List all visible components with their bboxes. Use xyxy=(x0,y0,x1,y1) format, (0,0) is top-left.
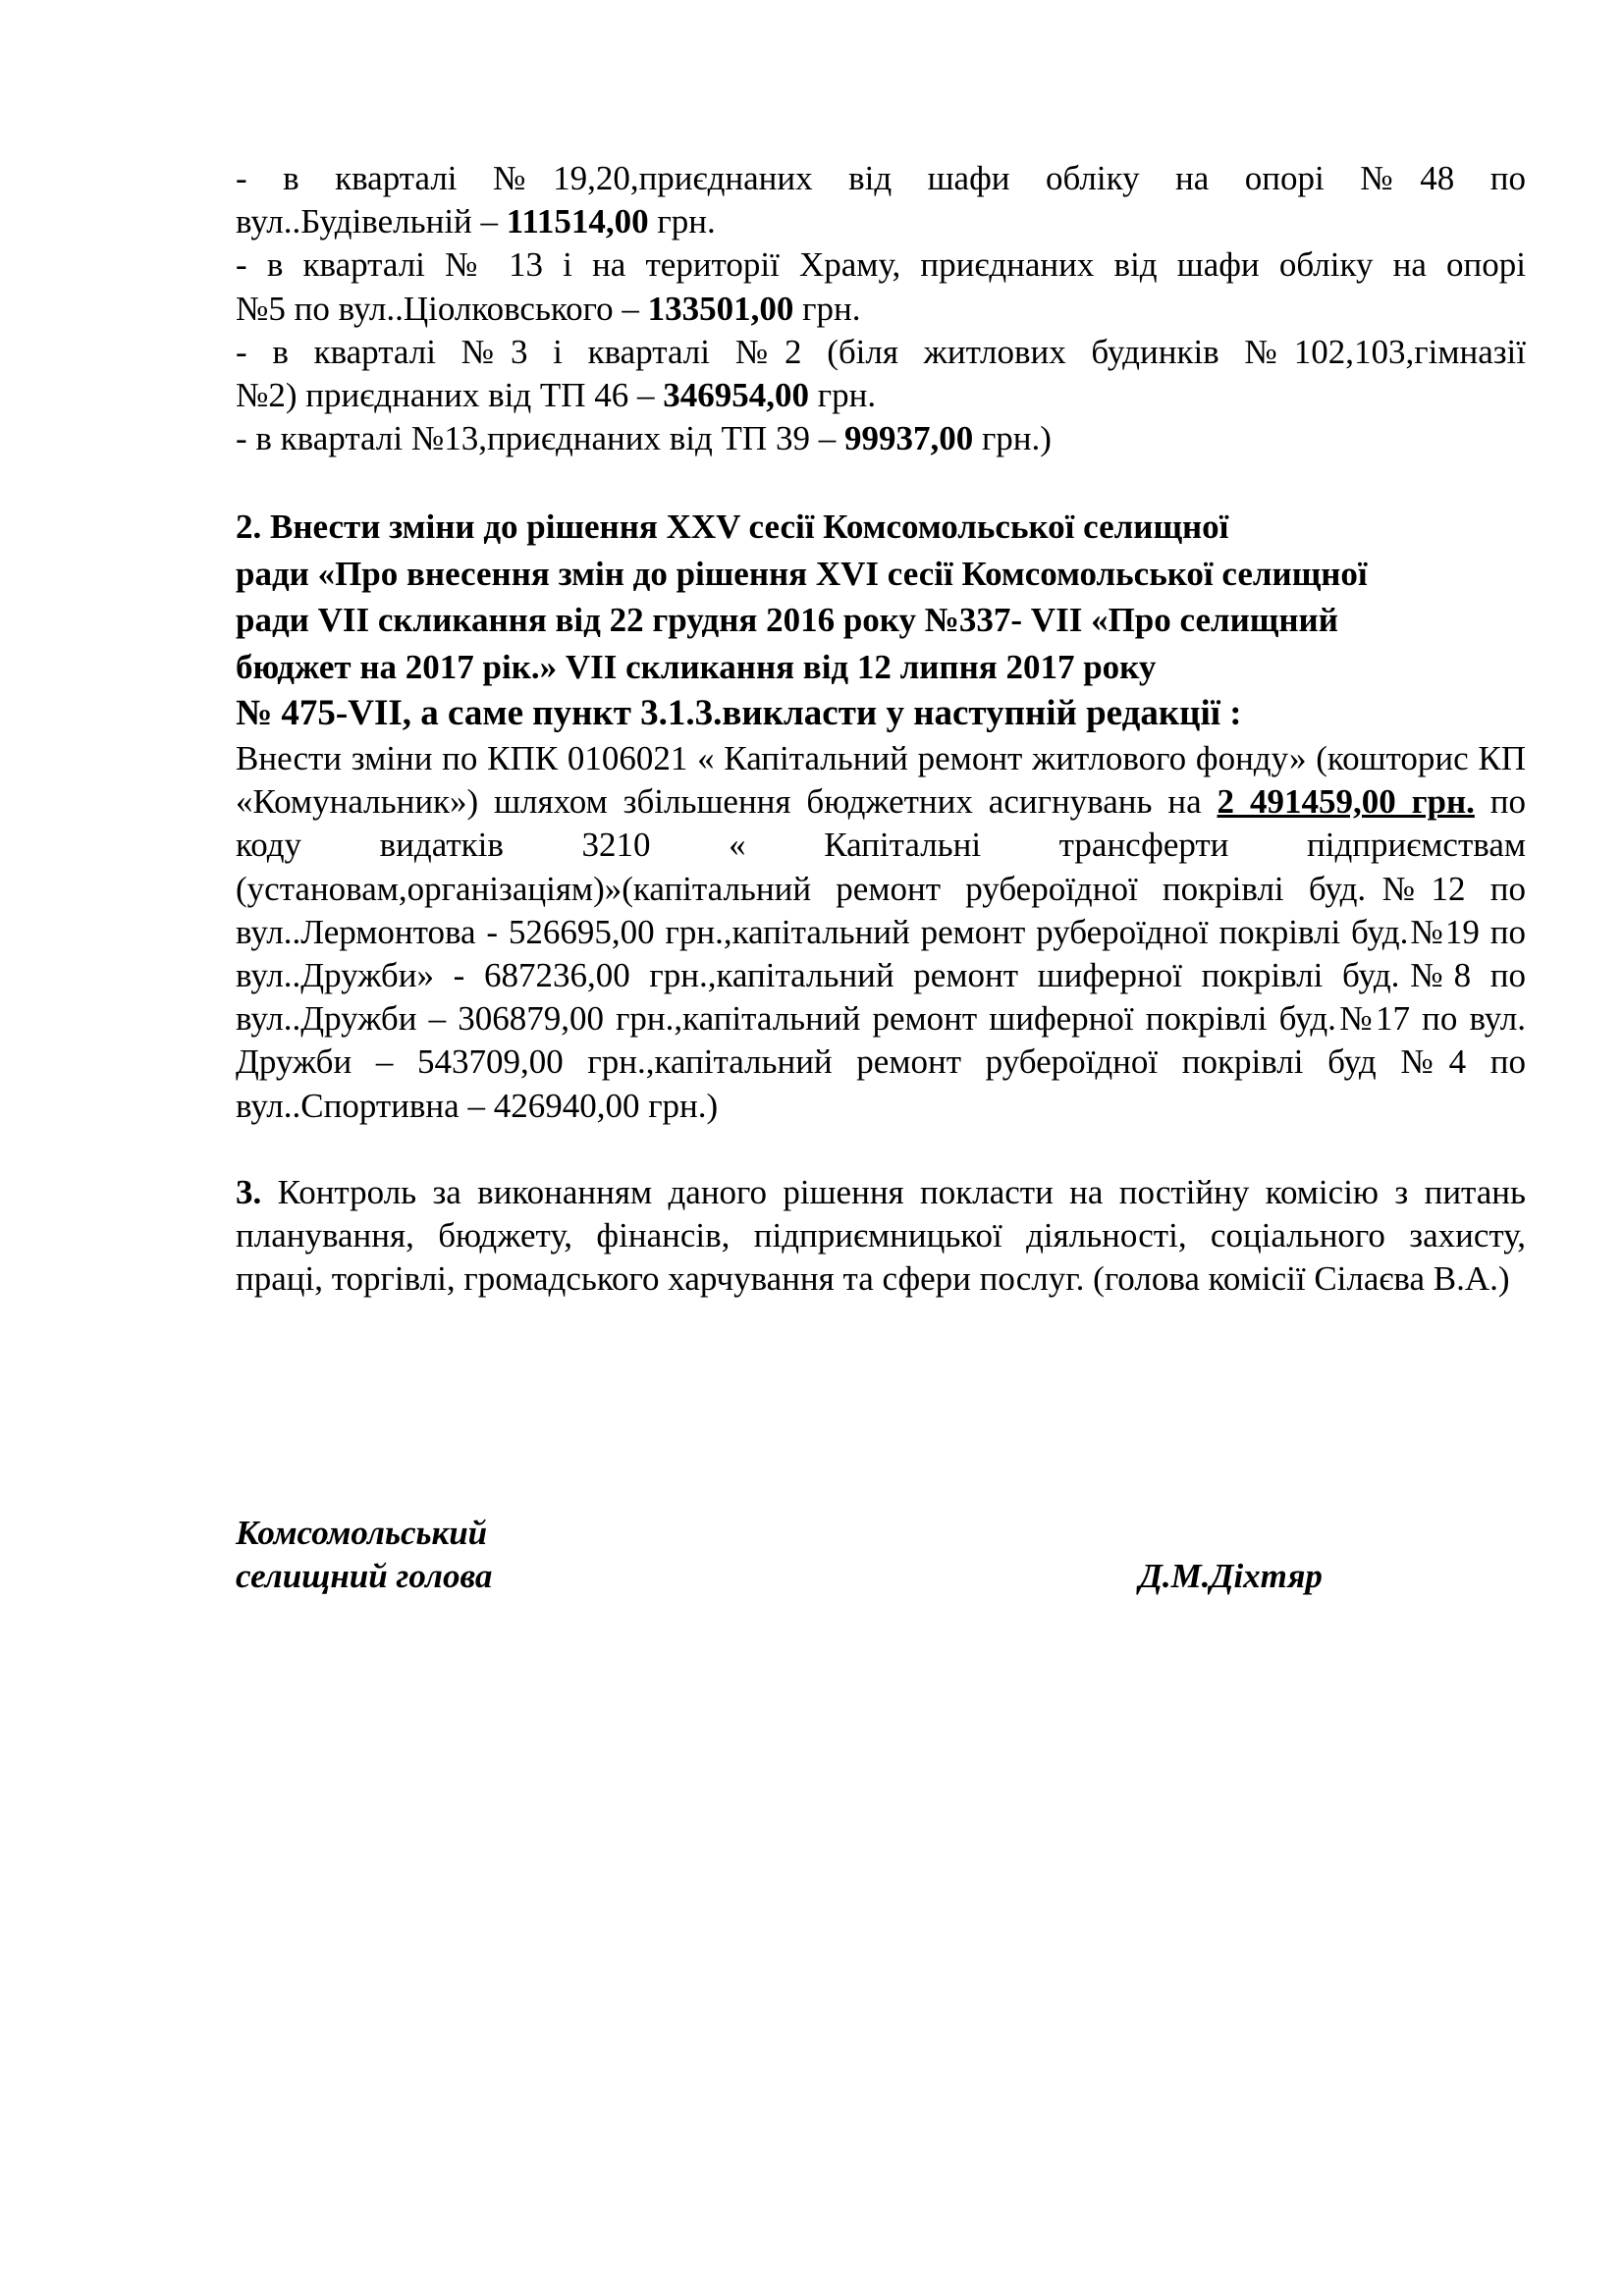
list-item xyxy=(236,243,1526,330)
list-item-line: №5 по вул..Ціолковського – xyxy=(236,289,648,328)
section3-text: Контроль за виконанням даного рішення покласти на постійну комісію з питань планування, бюджету, фінансів, підприємницької діяльності, соціального захисту, праці, торгівлі, громадського харчування та сфери послуг. (голова комісії Сілаєва В.А.) xyxy=(236,1172,1526,1299)
currency: грн. xyxy=(793,289,861,328)
currency: грн. xyxy=(648,202,716,241)
list-item-line: - в кварталі №19,20,приєднаних від шафи обліку на опорі №48 по xyxy=(236,159,1526,197)
section2-heading xyxy=(236,504,1526,737)
heading-line: 2. Внести зміни до рішення XXV сесії Комсомольської селищної xyxy=(236,507,1229,547)
list-item-line: - в кварталі № 13 і на території Храму, приєднаних від шафи обліку на опорі xyxy=(236,245,1526,285)
signature-block xyxy=(236,1512,1526,1598)
total-amount: 2 491459,00 грн. xyxy=(1217,782,1475,822)
amount: 99937,00 xyxy=(843,419,974,458)
signature-title-line2: селищний голова xyxy=(236,1557,493,1595)
document-page xyxy=(236,157,1527,1595)
list-item-line: - в кварталі №3 і кварталі №2 (біля житлових будинків №102,103,гімназії xyxy=(236,332,1526,371)
list-item xyxy=(236,157,1526,243)
heading-line: ради VII скликання від 22 грудня 2016 року №337- VII «Про селищний xyxy=(236,601,1338,640)
list-item-line: вул..Будівельній – xyxy=(236,202,507,241)
section2-body xyxy=(236,737,1526,1128)
signature-title-line1: Комсомольський xyxy=(236,1514,488,1552)
heading-line: № 475-VII, а саме пункт 3.1.3.викласти у наступній редакції : xyxy=(236,693,1242,734)
body-text: Внести зміни по КПК 0106021 « Капітальний ремонт житлового фонду» (кошторис КП «Комунальник») шляхом збільшення бюджетних асигнувань на xyxy=(236,738,1526,822)
section3-paragraph xyxy=(236,1171,1526,1302)
list-item-line: №2) приєднаних від ТП 46 – xyxy=(236,376,664,415)
section1-list xyxy=(236,157,1526,460)
heading-line: бюджет на 2017 рік.» VII скликання від 12 липня 2017 року xyxy=(236,647,1157,686)
currency: грн.) xyxy=(973,419,1052,458)
amount: 111514,00 xyxy=(506,202,649,241)
heading-line: ради «Про внесення змін до рішення XVI сесії Комсомольської селищної xyxy=(236,554,1368,593)
section-number: 3. xyxy=(236,1172,262,1211)
signatory-name: Д.М.Діхтяр xyxy=(1139,1557,1323,1595)
list-item xyxy=(236,331,1526,417)
currency: грн. xyxy=(809,376,877,415)
list-item xyxy=(236,417,1526,460)
body-text: по коду видатків 3210 « Капітальні трансферти підприємствам (установам,організаціям)»(капітальний ремонт рубероїдної покрівлі буд.№12 по вул..Лермонтова - 526695,00 грн.,капітальний ремонт рубероїдної покрівлі буд.№19 по вул..Дружби» - 687236,00 грн.,капітальний ремонт шиферної покрівлі буд.№8 по вул..Дружби – 306879,00 грн.,капітальний ремонт шиферної покрівлі буд.№17 по вул. Дружби – 543709,00 грн.,капітальний ремонт рубероїдної покрівлі буд №4 по вул..Спортивна – 426940,00 грн.) xyxy=(236,782,1527,1125)
amount: 346954,00 xyxy=(663,376,810,415)
amount: 133501,00 xyxy=(647,289,794,328)
list-item-line: - в кварталі №13,приєднаних від ТП 39 – xyxy=(236,419,844,458)
